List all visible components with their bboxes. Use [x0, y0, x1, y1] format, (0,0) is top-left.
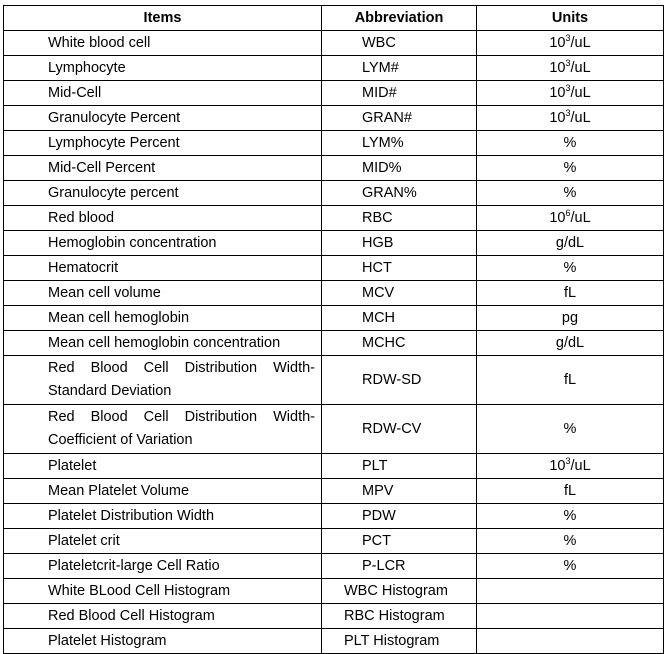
unit-suffix: /uL — [570, 60, 591, 76]
unit-cell: % — [477, 156, 664, 181]
item-name-cell: Mean cell hemoglobin — [4, 306, 322, 331]
unit-exponent: 6 — [565, 208, 571, 218]
unit-cell — [477, 56, 664, 81]
abbreviation-cell: MPV — [322, 479, 477, 504]
item-name-cell: Granulocyte percent — [4, 181, 322, 206]
unit-cell: % — [477, 554, 664, 579]
unit-cell: % — [477, 529, 664, 554]
item-name-cell: Mean cell volume — [4, 281, 322, 306]
unit-exponent: 3 — [565, 108, 571, 118]
abbreviation-cell: RDW-SD — [322, 356, 477, 405]
item-name-cell: Red Blood Cell Distribution Width-Coefficient of Variation — [4, 405, 322, 454]
unit-base: 10 — [549, 35, 566, 51]
item-name-cell: Red Blood Cell Distribution Width-Standard Deviation — [4, 356, 322, 405]
item-name-cell: Mean Platelet Volume — [4, 479, 322, 504]
abbreviation-cell: MCH — [322, 306, 477, 331]
table-row — [4, 629, 664, 654]
unit-cell: fL — [477, 479, 664, 504]
abbreviation-cell: LYM# — [322, 56, 477, 81]
table-row — [4, 131, 664, 156]
item-name-cell: Lymphocyte — [4, 56, 322, 81]
abbreviation-cell: HGB — [322, 231, 477, 256]
unit-suffix: /uL — [570, 458, 591, 474]
unit-cell — [477, 579, 664, 604]
table-row — [4, 156, 664, 181]
unit-cell: % — [477, 504, 664, 529]
unit-cell — [477, 454, 664, 479]
abbreviation-cell: LYM% — [322, 131, 477, 156]
unit-cell — [477, 206, 664, 231]
unit-cell: % — [477, 131, 664, 156]
header-items: Items — [4, 6, 322, 31]
abbreviation-cell: PLT Histogram — [322, 629, 477, 654]
table-row — [4, 206, 664, 231]
item-name-cell: Lymphocyte Percent — [4, 131, 322, 156]
unit-base: 10 — [549, 458, 566, 474]
table-row — [4, 81, 664, 106]
abbreviation-cell: PLT — [322, 454, 477, 479]
table-row — [4, 181, 664, 206]
parameters-table — [3, 5, 664, 654]
item-name-cell: Red blood — [4, 206, 322, 231]
unit-base: 10 — [549, 85, 566, 101]
unit-cell — [477, 81, 664, 106]
abbreviation-cell: WBC Histogram — [322, 579, 477, 604]
item-name-cell: White BLood Cell Histogram — [4, 579, 322, 604]
item-name-cell: Platelet Distribution Width — [4, 504, 322, 529]
unit-suffix: /uL — [570, 110, 591, 126]
table-row — [4, 356, 664, 405]
unit-cell: fL — [477, 356, 664, 405]
item-name-cell: Hematocrit — [4, 256, 322, 281]
item-name-cell: Platelet Histogram — [4, 629, 322, 654]
table-row — [4, 529, 664, 554]
item-name-cell: Plateletcrit-large Cell Ratio — [4, 554, 322, 579]
item-name-cell: White blood cell — [4, 31, 322, 56]
abbreviation-cell: HCT — [322, 256, 477, 281]
unit-cell: % — [477, 181, 664, 206]
table-row — [4, 281, 664, 306]
abbreviation-cell: PCT — [322, 529, 477, 554]
table-row — [4, 454, 664, 479]
table-row — [4, 554, 664, 579]
header-units: Units — [477, 6, 664, 31]
abbreviation-cell: MCV — [322, 281, 477, 306]
item-name-cell: Platelet — [4, 454, 322, 479]
item-name-cell: Mean cell hemoglobin concentration — [4, 331, 322, 356]
unit-exponent: 3 — [565, 58, 571, 68]
table-row — [4, 31, 664, 56]
table-row — [4, 56, 664, 81]
abbreviation-cell: WBC — [322, 31, 477, 56]
abbreviation-cell: GRAN% — [322, 181, 477, 206]
unit-cell: % — [477, 405, 664, 454]
table-row — [4, 231, 664, 256]
table-row — [4, 331, 664, 356]
abbreviation-cell: MID% — [322, 156, 477, 181]
unit-cell: g/dL — [477, 331, 664, 356]
abbreviation-cell: RDW-CV — [322, 405, 477, 454]
unit-cell: % — [477, 256, 664, 281]
unit-suffix: /uL — [570, 85, 591, 101]
table-row — [4, 405, 664, 454]
unit-cell — [477, 31, 664, 56]
table-row — [4, 579, 664, 604]
unit-base: 10 — [549, 210, 566, 226]
unit-exponent: 3 — [565, 456, 571, 466]
item-name-cell: Platelet crit — [4, 529, 322, 554]
table-row — [4, 604, 664, 629]
abbreviation-cell: RBC — [322, 206, 477, 231]
item-name-cell: Red Blood Cell Histogram — [4, 604, 322, 629]
table-row — [4, 306, 664, 331]
unit-cell — [477, 106, 664, 131]
table-body — [4, 31, 664, 654]
unit-exponent: 3 — [565, 33, 571, 43]
table-row — [4, 504, 664, 529]
table-row — [4, 106, 664, 131]
unit-suffix: /uL — [570, 210, 591, 226]
abbreviation-cell: RBC Histogram — [322, 604, 477, 629]
unit-cell: fL — [477, 281, 664, 306]
unit-cell — [477, 629, 664, 654]
unit-cell — [477, 604, 664, 629]
abbreviation-cell: PDW — [322, 504, 477, 529]
unit-base: 10 — [549, 110, 566, 126]
abbreviation-cell: MID# — [322, 81, 477, 106]
abbreviation-cell: P-LCR — [322, 554, 477, 579]
item-name-cell: Hemoglobin concentration — [4, 231, 322, 256]
table-row — [4, 256, 664, 281]
item-name-cell: Mid-Cell Percent — [4, 156, 322, 181]
item-name-cell: Granulocyte Percent — [4, 106, 322, 131]
header-abbreviation: Abbreviation — [322, 6, 477, 31]
item-name-cell: Mid-Cell — [4, 81, 322, 106]
table-row — [4, 479, 664, 504]
abbreviation-cell: GRAN# — [322, 106, 477, 131]
unit-cell: g/dL — [477, 231, 664, 256]
abbreviation-cell: MCHC — [322, 331, 477, 356]
table-header-row — [4, 6, 664, 31]
unit-exponent: 3 — [565, 83, 571, 93]
unit-base: 10 — [549, 60, 566, 76]
unit-cell: pg — [477, 306, 664, 331]
unit-suffix: /uL — [570, 35, 591, 51]
